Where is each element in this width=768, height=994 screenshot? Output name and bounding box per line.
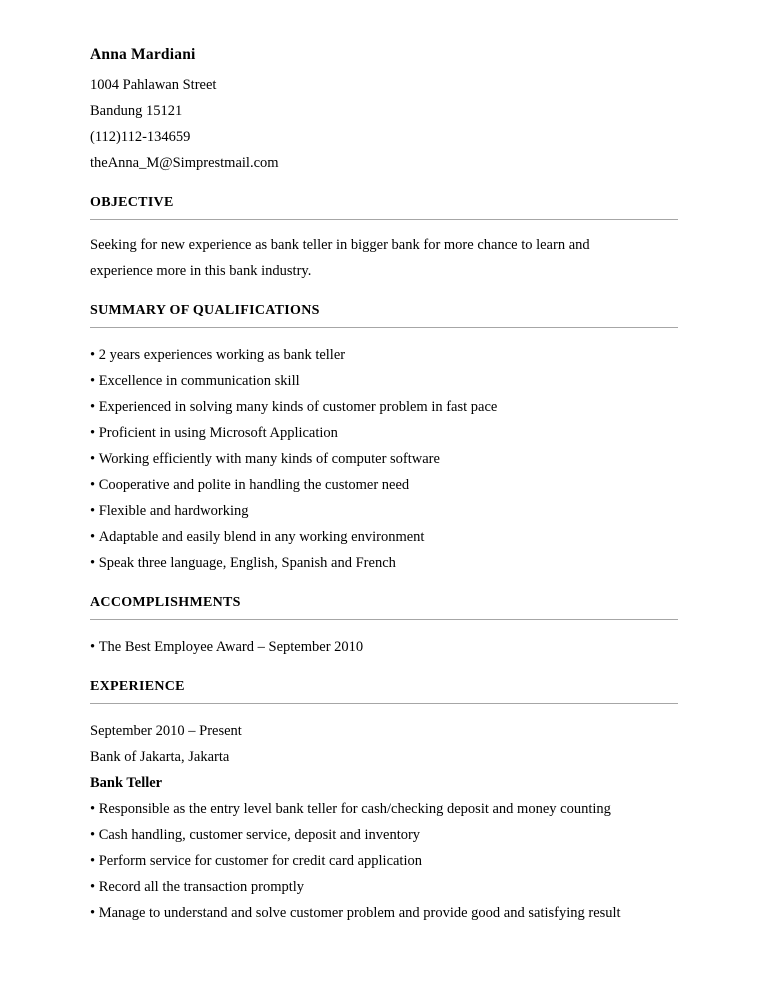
list-item xyxy=(90,472,678,498)
contact-block xyxy=(90,72,678,176)
resume-content xyxy=(90,0,678,926)
list-item xyxy=(90,524,678,550)
bullet-icon: • xyxy=(90,555,96,571)
bullet-icon: • xyxy=(90,503,96,519)
experience-job-title: Bank Teller xyxy=(90,775,163,791)
experience-employer: Bank of Jakarta, Jakarta xyxy=(90,749,230,765)
list-item-label: Adaptable and easily blend in any working environment xyxy=(98,529,425,545)
section-qualifications xyxy=(90,302,678,576)
list-item xyxy=(90,848,678,874)
list-item-label: 2 years experiences working as bank teller xyxy=(98,347,346,363)
bullet-icon: • xyxy=(90,879,96,895)
list-item-label: Manage to understand and solve customer problem and provide good and satisfying result xyxy=(98,905,621,921)
experience-entry xyxy=(90,718,678,926)
list-item-label: Working efficiently with many kinds of computer software xyxy=(98,451,440,467)
bullet-icon: • xyxy=(90,827,96,843)
objective-line: Seeking for new experience as bank teller in bigger bank for more chance to learn and xyxy=(90,237,590,253)
list-item xyxy=(90,498,678,524)
list-item-label: Perform service for customer for credit card application xyxy=(98,853,422,869)
section-divider-objective xyxy=(90,219,678,220)
bullet-icon: • xyxy=(90,477,96,493)
accomplishments-list xyxy=(90,634,678,660)
section-divider-experience xyxy=(90,703,678,704)
bullet-icon: • xyxy=(90,529,96,545)
candidate-name: Anna Mardiani xyxy=(90,46,196,63)
bullet-icon: • xyxy=(90,399,96,415)
section-divider-accomplishments xyxy=(90,619,678,620)
section-experience xyxy=(90,678,678,926)
list-item-label: Cooperative and polite in handling the customer need xyxy=(98,477,410,493)
contact-address-city: Bandung 15121 xyxy=(90,103,183,119)
section-objective xyxy=(90,194,678,284)
bullet-icon: • xyxy=(90,905,96,921)
list-item xyxy=(90,550,678,576)
list-item-label: Proficient in using Microsoft Application xyxy=(98,425,338,441)
bullet-icon: • xyxy=(90,373,96,389)
list-item-label: The Best Employee Award – September 2010 xyxy=(98,639,364,655)
bullet-icon: • xyxy=(90,347,96,363)
list-item-label: Excellence in communication skill xyxy=(98,373,300,389)
section-heading-objective: OBJECTIVE xyxy=(90,195,174,210)
section-divider-qualifications xyxy=(90,327,678,328)
list-item-label: Flexible and hardworking xyxy=(98,503,249,519)
list-item-label: Record all the transaction promptly xyxy=(98,879,305,895)
experience-dates: September 2010 – Present xyxy=(90,723,242,739)
list-item xyxy=(90,874,678,900)
list-item xyxy=(90,900,678,926)
list-item-label: Speak three language, English, Spanish and French xyxy=(98,555,396,571)
list-item xyxy=(90,796,678,822)
bullet-icon: • xyxy=(90,451,96,467)
section-accomplishments xyxy=(90,594,678,660)
list-item-label: Responsible as the entry level bank teller for cash/checking deposit and money counting xyxy=(98,801,611,817)
list-item xyxy=(90,634,678,660)
contact-phone: (112)112-134659 xyxy=(90,129,191,145)
contact-address-street: 1004 Pahlawan Street xyxy=(90,77,217,93)
section-heading-experience: EXPERIENCE xyxy=(90,679,185,694)
list-item xyxy=(90,420,678,446)
bullet-icon: • xyxy=(90,425,96,441)
bullet-icon: • xyxy=(90,853,96,869)
experience-duties-list xyxy=(90,796,678,926)
list-item xyxy=(90,446,678,472)
contact-email: theAnna_M@Simprestmail.com xyxy=(90,155,279,171)
list-item xyxy=(90,368,678,394)
objective-line: experience more in this bank industry. xyxy=(90,263,312,279)
section-heading-accomplishments: ACCOMPLISHMENTS xyxy=(90,595,241,610)
list-item xyxy=(90,822,678,848)
objective-body xyxy=(90,232,678,284)
qualifications-list xyxy=(90,342,678,576)
section-heading-qualifications: SUMMARY OF QUALIFICATIONS xyxy=(90,303,320,318)
bullet-icon: • xyxy=(90,801,96,817)
list-item xyxy=(90,394,678,420)
list-item-label: Experienced in solving many kinds of customer problem in fast pace xyxy=(98,399,498,415)
list-item xyxy=(90,342,678,368)
list-item-label: Cash handling, customer service, deposit and inventory xyxy=(98,827,421,843)
bullet-icon: • xyxy=(90,639,96,655)
